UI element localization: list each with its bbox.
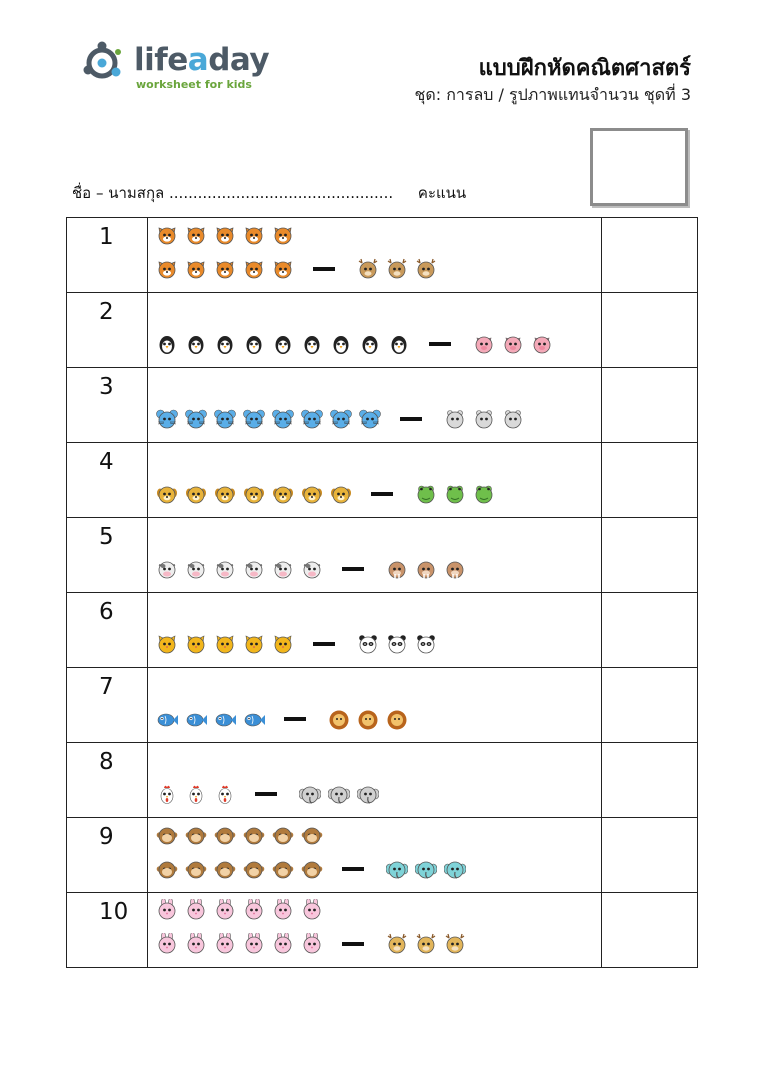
penguin-icon: [156, 333, 178, 355]
frog-icon: [473, 483, 495, 505]
monkey-icon: [243, 858, 265, 880]
rabbit-icon: [214, 899, 236, 921]
rabbit-icon: [243, 933, 265, 955]
question-row: [67, 743, 698, 818]
minus-sign: [255, 792, 277, 796]
fox-icon: [272, 258, 294, 280]
cow-icon: [185, 558, 207, 580]
fish-icon: [214, 708, 236, 730]
score-label: คะแนน: [417, 184, 467, 202]
picture-line-top: [156, 224, 597, 246]
question-row: [67, 218, 698, 293]
pig-icon: [531, 333, 553, 355]
monkey-icon: [214, 858, 236, 880]
question-number-cell: [67, 443, 148, 518]
rabbit-icon: [272, 899, 294, 921]
penguin-icon: [359, 333, 381, 355]
chicken-icon: [185, 783, 207, 805]
cow-icon: [156, 558, 178, 580]
question-number: 8: [99, 749, 114, 775]
question-picture-cell: [148, 368, 602, 443]
elephant-icon: [357, 783, 379, 805]
panda-icon: [415, 633, 437, 655]
penguin-icon: [214, 333, 236, 355]
monkey-icon: [156, 858, 178, 880]
walrus-icon: [415, 558, 437, 580]
question-picture-cell: [148, 743, 602, 818]
rabbit-icon: [214, 933, 236, 955]
question-row: [67, 443, 698, 518]
monkey-icon: [301, 824, 323, 846]
walrus-icon: [386, 558, 408, 580]
minus-sign: [313, 267, 335, 271]
mouse-icon: [272, 408, 294, 430]
question-row: [67, 518, 698, 593]
mouse-icon: [330, 408, 352, 430]
monkey-icon: [301, 858, 323, 880]
penguin-icon: [330, 333, 352, 355]
giraffe-icon: [444, 933, 466, 955]
cow-icon: [214, 558, 236, 580]
penguin-icon: [185, 333, 207, 355]
penguin-icon: [301, 333, 323, 355]
question-number: 10: [99, 899, 129, 925]
picture-line-bottom: [156, 483, 597, 505]
question-row: [67, 818, 698, 893]
rabbit-icon: [185, 899, 207, 921]
question-number: 4: [99, 449, 114, 475]
cow-icon: [243, 558, 265, 580]
picture-line-bottom: [156, 558, 597, 580]
mouse-icon: [359, 408, 381, 430]
question-number-cell: [67, 293, 148, 368]
question-number-cell: [67, 743, 148, 818]
answer-cell[interactable]: [602, 443, 698, 518]
rabbit-icon: [301, 899, 323, 921]
elephant-teal-icon: [415, 858, 437, 880]
monkey-icon: [243, 824, 265, 846]
answer-cell[interactable]: [602, 293, 698, 368]
question-table: [66, 217, 698, 968]
mouse-icon: [185, 408, 207, 430]
question-number-cell: [67, 668, 148, 743]
student-name-row: [72, 181, 466, 205]
dog-icon: [272, 483, 294, 505]
dog-icon: [156, 483, 178, 505]
question-row: [67, 893, 698, 968]
deer-icon: [386, 258, 408, 280]
fox-icon: [156, 258, 178, 280]
deer-icon: [415, 258, 437, 280]
question-number: 6: [99, 599, 114, 625]
lion-icon: [386, 708, 408, 730]
dog-icon: [243, 483, 265, 505]
fox-icon: [214, 224, 236, 246]
penguin-icon: [243, 333, 265, 355]
name-field[interactable]: ...............................................: [169, 184, 394, 202]
answer-cell[interactable]: [602, 518, 698, 593]
fox-icon: [243, 224, 265, 246]
fox-icon: [214, 258, 236, 280]
answer-cell[interactable]: [602, 743, 698, 818]
monkey-icon: [214, 824, 236, 846]
hamster-icon: [502, 408, 524, 430]
minus-sign: [313, 642, 335, 646]
question-number-cell: [67, 818, 148, 893]
cat-icon: [156, 633, 178, 655]
minus-sign: [342, 567, 364, 571]
question-row: [67, 368, 698, 443]
hamster-icon: [473, 408, 495, 430]
fox-icon: [185, 258, 207, 280]
question-picture-cell: [148, 818, 602, 893]
walrus-icon: [444, 558, 466, 580]
monkey-icon: [156, 824, 178, 846]
picture-line-bottom: [156, 933, 597, 955]
dog-icon: [185, 483, 207, 505]
fox-icon: [272, 224, 294, 246]
lion-icon: [328, 708, 350, 730]
question-picture-cell: [148, 218, 602, 293]
picture-line-bottom: [156, 258, 597, 280]
brand-tagline: worksheet for kids: [136, 78, 252, 91]
brand-logo: [82, 38, 282, 98]
chicken-icon: [214, 783, 236, 805]
answer-cell[interactable]: [602, 368, 698, 443]
question-number: 9: [99, 824, 114, 850]
lion-icon: [357, 708, 379, 730]
question-number-cell: [67, 593, 148, 668]
question-number-cell: [67, 368, 148, 443]
name-label: ชื่อ – นามสกุล: [72, 184, 165, 202]
fox-icon: [185, 224, 207, 246]
mouse-icon: [214, 408, 236, 430]
penguin-icon: [272, 333, 294, 355]
minus-sign: [342, 942, 364, 946]
question-picture-cell: [148, 893, 602, 968]
picture-line-bottom: [156, 858, 597, 880]
cow-icon: [272, 558, 294, 580]
question-row: [67, 593, 698, 668]
worksheet-subtitle: ชุด: การลบ / รูปภาพแทนจำนวน ชุดที่ 3: [414, 85, 691, 104]
mouse-icon: [156, 408, 178, 430]
dog-icon: [330, 483, 352, 505]
elephant-icon: [299, 783, 321, 805]
score-box[interactable]: [590, 128, 688, 206]
cat-icon: [185, 633, 207, 655]
question-picture-cell: [148, 518, 602, 593]
picture-line-bottom: [156, 633, 597, 655]
question-number: 7: [99, 674, 114, 700]
rabbit-icon: [156, 899, 178, 921]
mouse-icon: [243, 408, 265, 430]
cat-icon: [243, 633, 265, 655]
question-number: 5: [99, 524, 114, 550]
monkey-icon: [272, 858, 294, 880]
fox-icon: [243, 258, 265, 280]
minus-sign: [284, 717, 306, 721]
monkey-icon: [185, 824, 207, 846]
minus-sign: [342, 867, 364, 871]
cow-icon: [301, 558, 323, 580]
rabbit-icon: [243, 899, 265, 921]
rabbit-icon: [272, 933, 294, 955]
dog-icon: [214, 483, 236, 505]
pig-icon: [502, 333, 524, 355]
frog-icon: [415, 483, 437, 505]
question-number: 2: [99, 299, 114, 325]
panda-icon: [357, 633, 379, 655]
cat-icon: [272, 633, 294, 655]
rabbit-icon: [301, 933, 323, 955]
picture-line-bottom: [156, 783, 597, 805]
giraffe-icon: [415, 933, 437, 955]
rabbit-icon: [185, 933, 207, 955]
answer-cell[interactable]: [602, 893, 698, 968]
elephant-teal-icon: [444, 858, 466, 880]
chicken-icon: [156, 783, 178, 805]
answer-cell[interactable]: [602, 818, 698, 893]
giraffe-icon: [386, 933, 408, 955]
minus-sign: [371, 492, 393, 496]
question-picture-cell: [148, 293, 602, 368]
fish-icon: [185, 708, 207, 730]
panda-icon: [386, 633, 408, 655]
answer-cell[interactable]: [602, 218, 698, 293]
question-row: [67, 293, 698, 368]
dog-icon: [301, 483, 323, 505]
answer-cell[interactable]: [602, 668, 698, 743]
picture-line-bottom: [156, 333, 597, 355]
question-picture-cell: [148, 443, 602, 518]
monkey-icon: [272, 824, 294, 846]
deer-icon: [357, 258, 379, 280]
elephant-teal-icon: [386, 858, 408, 880]
picture-line-top: [156, 824, 597, 846]
answer-cell[interactable]: [602, 593, 698, 668]
question-number-cell: [67, 893, 148, 968]
fish-icon: [156, 708, 178, 730]
mouse-icon: [301, 408, 323, 430]
hamster-icon: [444, 408, 466, 430]
cat-icon: [214, 633, 236, 655]
question-number: 3: [99, 374, 114, 400]
pig-icon: [473, 333, 495, 355]
question-picture-cell: [148, 668, 602, 743]
elephant-icon: [328, 783, 350, 805]
question-picture-cell: [148, 593, 602, 668]
minus-sign: [429, 342, 451, 346]
worksheet-title: แบบฝึกหัดคณิตศาสตร์: [478, 56, 691, 81]
picture-line-bottom: [156, 408, 597, 430]
penguin-icon: [388, 333, 410, 355]
question-number-cell: [67, 218, 148, 293]
fox-icon: [156, 224, 178, 246]
logo-molecule-icon: [82, 40, 132, 86]
rabbit-icon: [156, 933, 178, 955]
brand-name: lifeaday: [134, 42, 270, 78]
fish-icon: [243, 708, 265, 730]
question-row: [67, 668, 698, 743]
frog-icon: [444, 483, 466, 505]
question-number: 1: [99, 224, 114, 250]
minus-sign: [400, 417, 422, 421]
question-number-cell: [67, 518, 148, 593]
monkey-icon: [185, 858, 207, 880]
picture-line-top: [156, 899, 597, 921]
picture-line-bottom: [156, 708, 597, 730]
